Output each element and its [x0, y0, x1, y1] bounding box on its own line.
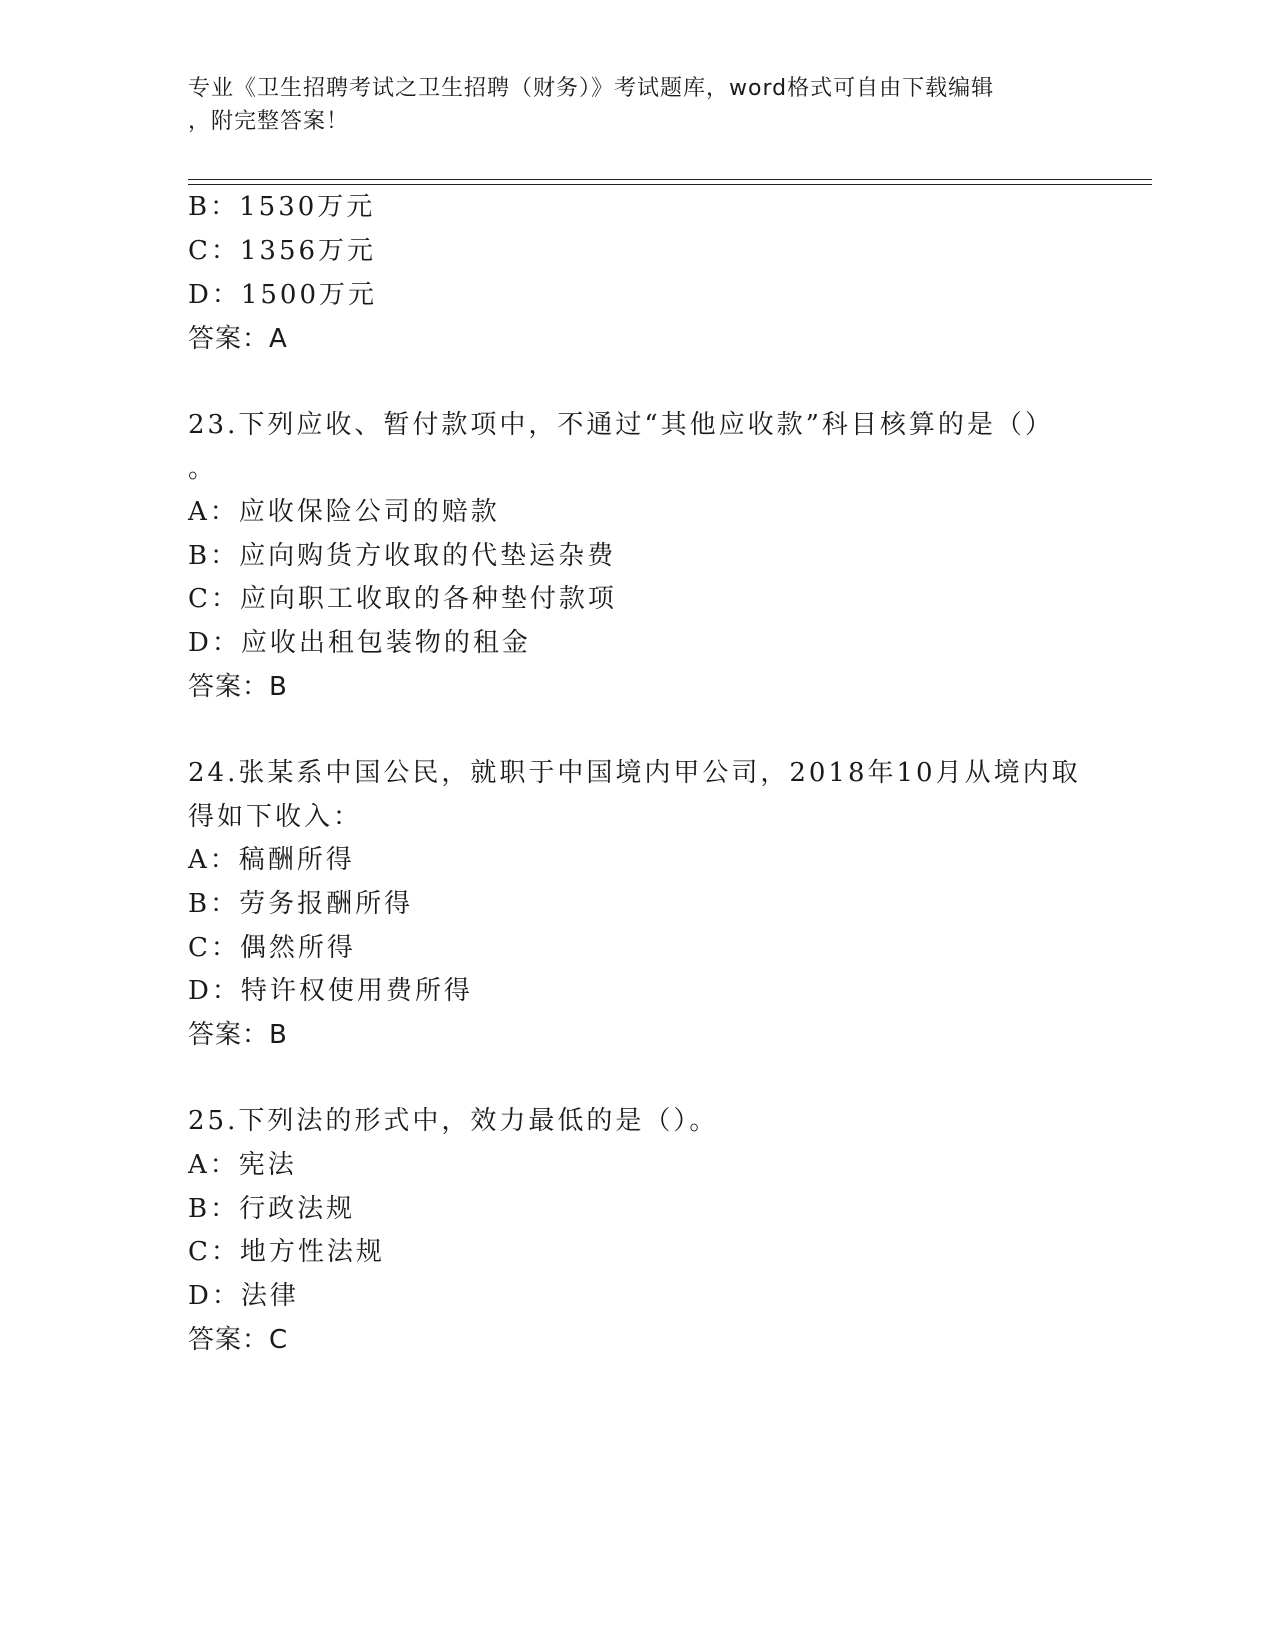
option-a: A：宪法 — [188, 1150, 297, 1180]
answer: 答案：B — [188, 672, 288, 702]
option-d: D：特许权使用费所得 — [188, 976, 473, 1006]
header-line-1: 专业《卫生招聘考试之卫生招聘（财务）》考试题库，word格式可自由下载编辑 — [188, 76, 995, 101]
option-c: C：应向职工收取的各种垫付款项 — [188, 584, 617, 614]
option-a: A：应收保险公司的赔款 — [188, 497, 500, 527]
option-a: A：稿酬所得 — [188, 845, 355, 875]
option-c: C：地方性法规 — [188, 1237, 385, 1267]
question-25-stem: 25.下列法的形式中，效力最低的是（）。 — [188, 1106, 719, 1136]
question-23-stem-cont: 。 — [188, 454, 218, 484]
option-b: B：1530万元 — [188, 192, 376, 222]
option-d: D：应收出租包装物的租金 — [188, 628, 531, 658]
answer: 答案：B — [188, 1020, 288, 1050]
option-b: B：应向购货方收取的代垫运杂费 — [188, 541, 617, 571]
header-divider-bottom — [188, 184, 1152, 185]
page-header — [188, 72, 1068, 138]
answer: 答案：A — [188, 324, 288, 354]
question-23-stem: 23.下列应收、暂付款项中，不通过“其他应收款”科目核算的是（） — [188, 410, 1054, 440]
option-c: C：偶然所得 — [188, 933, 356, 963]
answer: 答案：C — [188, 1325, 289, 1355]
question-24-stem-cont: 得如下收入： — [188, 802, 363, 832]
option-b: B：劳务报酬所得 — [188, 889, 414, 919]
option-d: D：法律 — [188, 1281, 299, 1311]
option-c: C：1356万元 — [188, 236, 377, 266]
question-24-stem: 24.张某系中国公民，就职于中国境内甲公司，2018年10月从境内取 — [188, 758, 1081, 788]
option-b: B：行政法规 — [188, 1194, 356, 1224]
header-line-2: ，附完整答案！ — [188, 109, 350, 134]
option-d: D：1500万元 — [188, 280, 378, 310]
header-divider-top — [188, 179, 1152, 180]
